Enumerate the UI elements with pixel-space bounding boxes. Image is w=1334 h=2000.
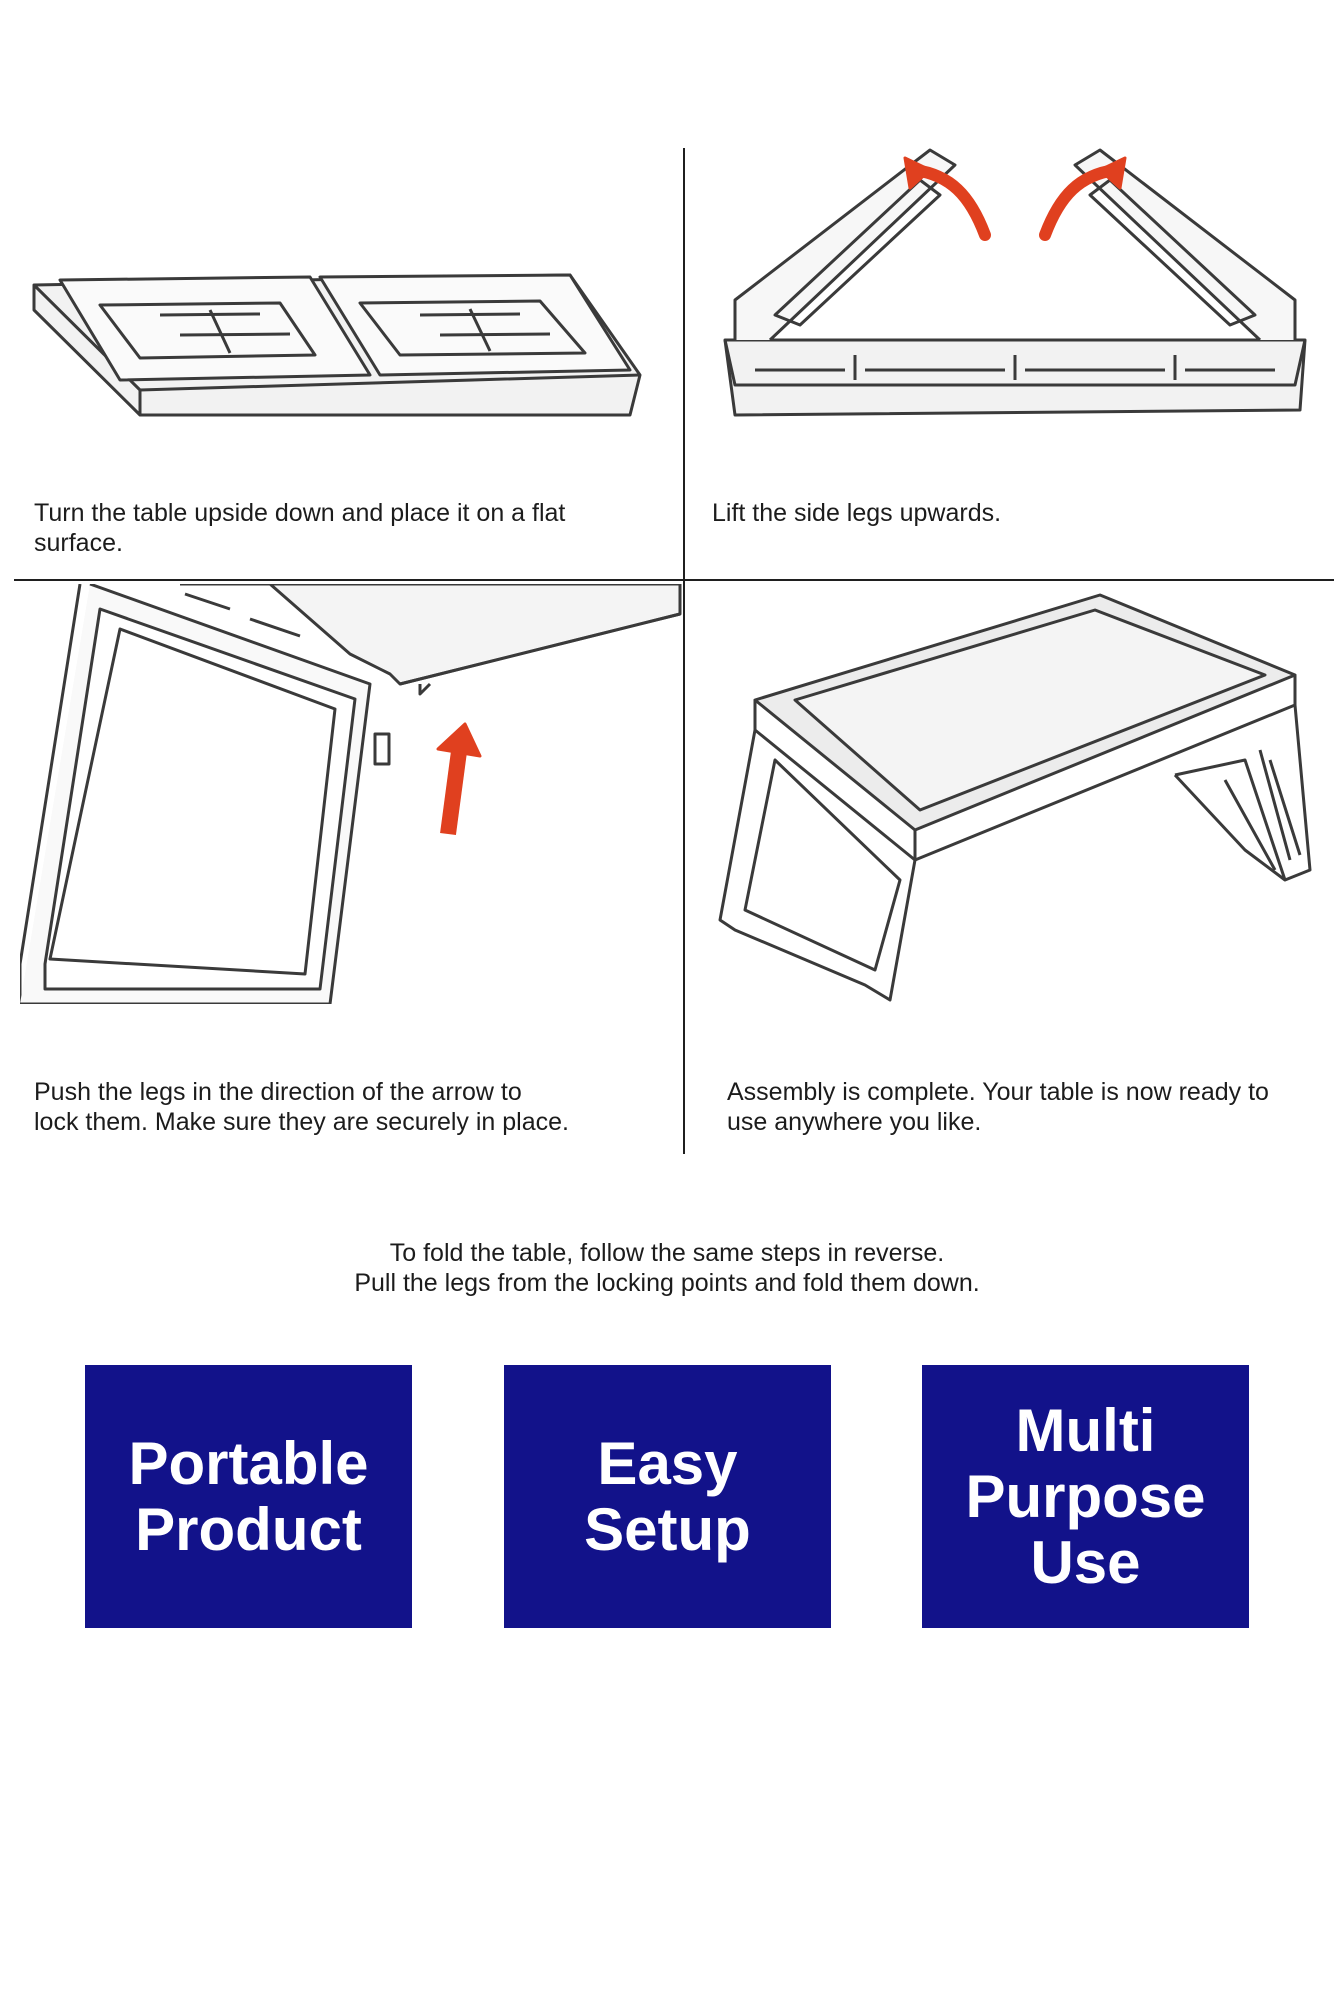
step3-caption-line1: Push the legs in the direction of the arrow to [34, 1078, 522, 1106]
feature-badge-line: Use [1030, 1528, 1141, 1596]
step1-folded-table-illustration [30, 265, 650, 430]
fold-note-line2: Pull the legs from the locking points and fold them down. [354, 1269, 980, 1297]
step1-caption-line1: Turn the table upside down and place it on a flat [34, 499, 566, 527]
horizontal-divider [14, 579, 1334, 581]
feature-badge-easy-setup [504, 1365, 831, 1628]
step3-caption-line2: lock them. Make sure they are securely in place. [34, 1108, 569, 1136]
feature-badge-portable [85, 1365, 412, 1628]
step2-caption [712, 498, 1001, 528]
feature-badge-line: Setup [584, 1495, 751, 1563]
feature-badge-line: Easy [597, 1429, 738, 1497]
step4-caption [727, 1077, 1269, 1137]
step4-assembled-table-illustration [705, 590, 1325, 1020]
fold-note-line1: To fold the table, follow the same steps in reverse. [389, 1239, 945, 1267]
step2-caption-line1: Lift the side legs upwards. [712, 499, 1002, 527]
step1-caption [34, 498, 565, 558]
step4-caption-line2: use anywhere you like. [727, 1108, 982, 1136]
feature-badge-line: Purpose [965, 1462, 1206, 1530]
feature-badge-line: Portable [128, 1429, 369, 1497]
feature-badge-multi-purpose [922, 1365, 1249, 1628]
fold-instructions-note [0, 1238, 1334, 1298]
step4-caption-line1: Assembly is complete. Your table is now ready to [727, 1078, 1269, 1106]
feature-badge-line: Multi [1015, 1396, 1156, 1464]
step1-caption-line2: surface. [34, 529, 123, 557]
feature-badge-line: Product [135, 1495, 362, 1563]
step3-caption [34, 1077, 569, 1137]
step3-lock-legs-illustration [20, 584, 682, 1004]
vertical-divider [683, 148, 685, 1154]
step2-lift-legs-illustration [715, 140, 1315, 425]
